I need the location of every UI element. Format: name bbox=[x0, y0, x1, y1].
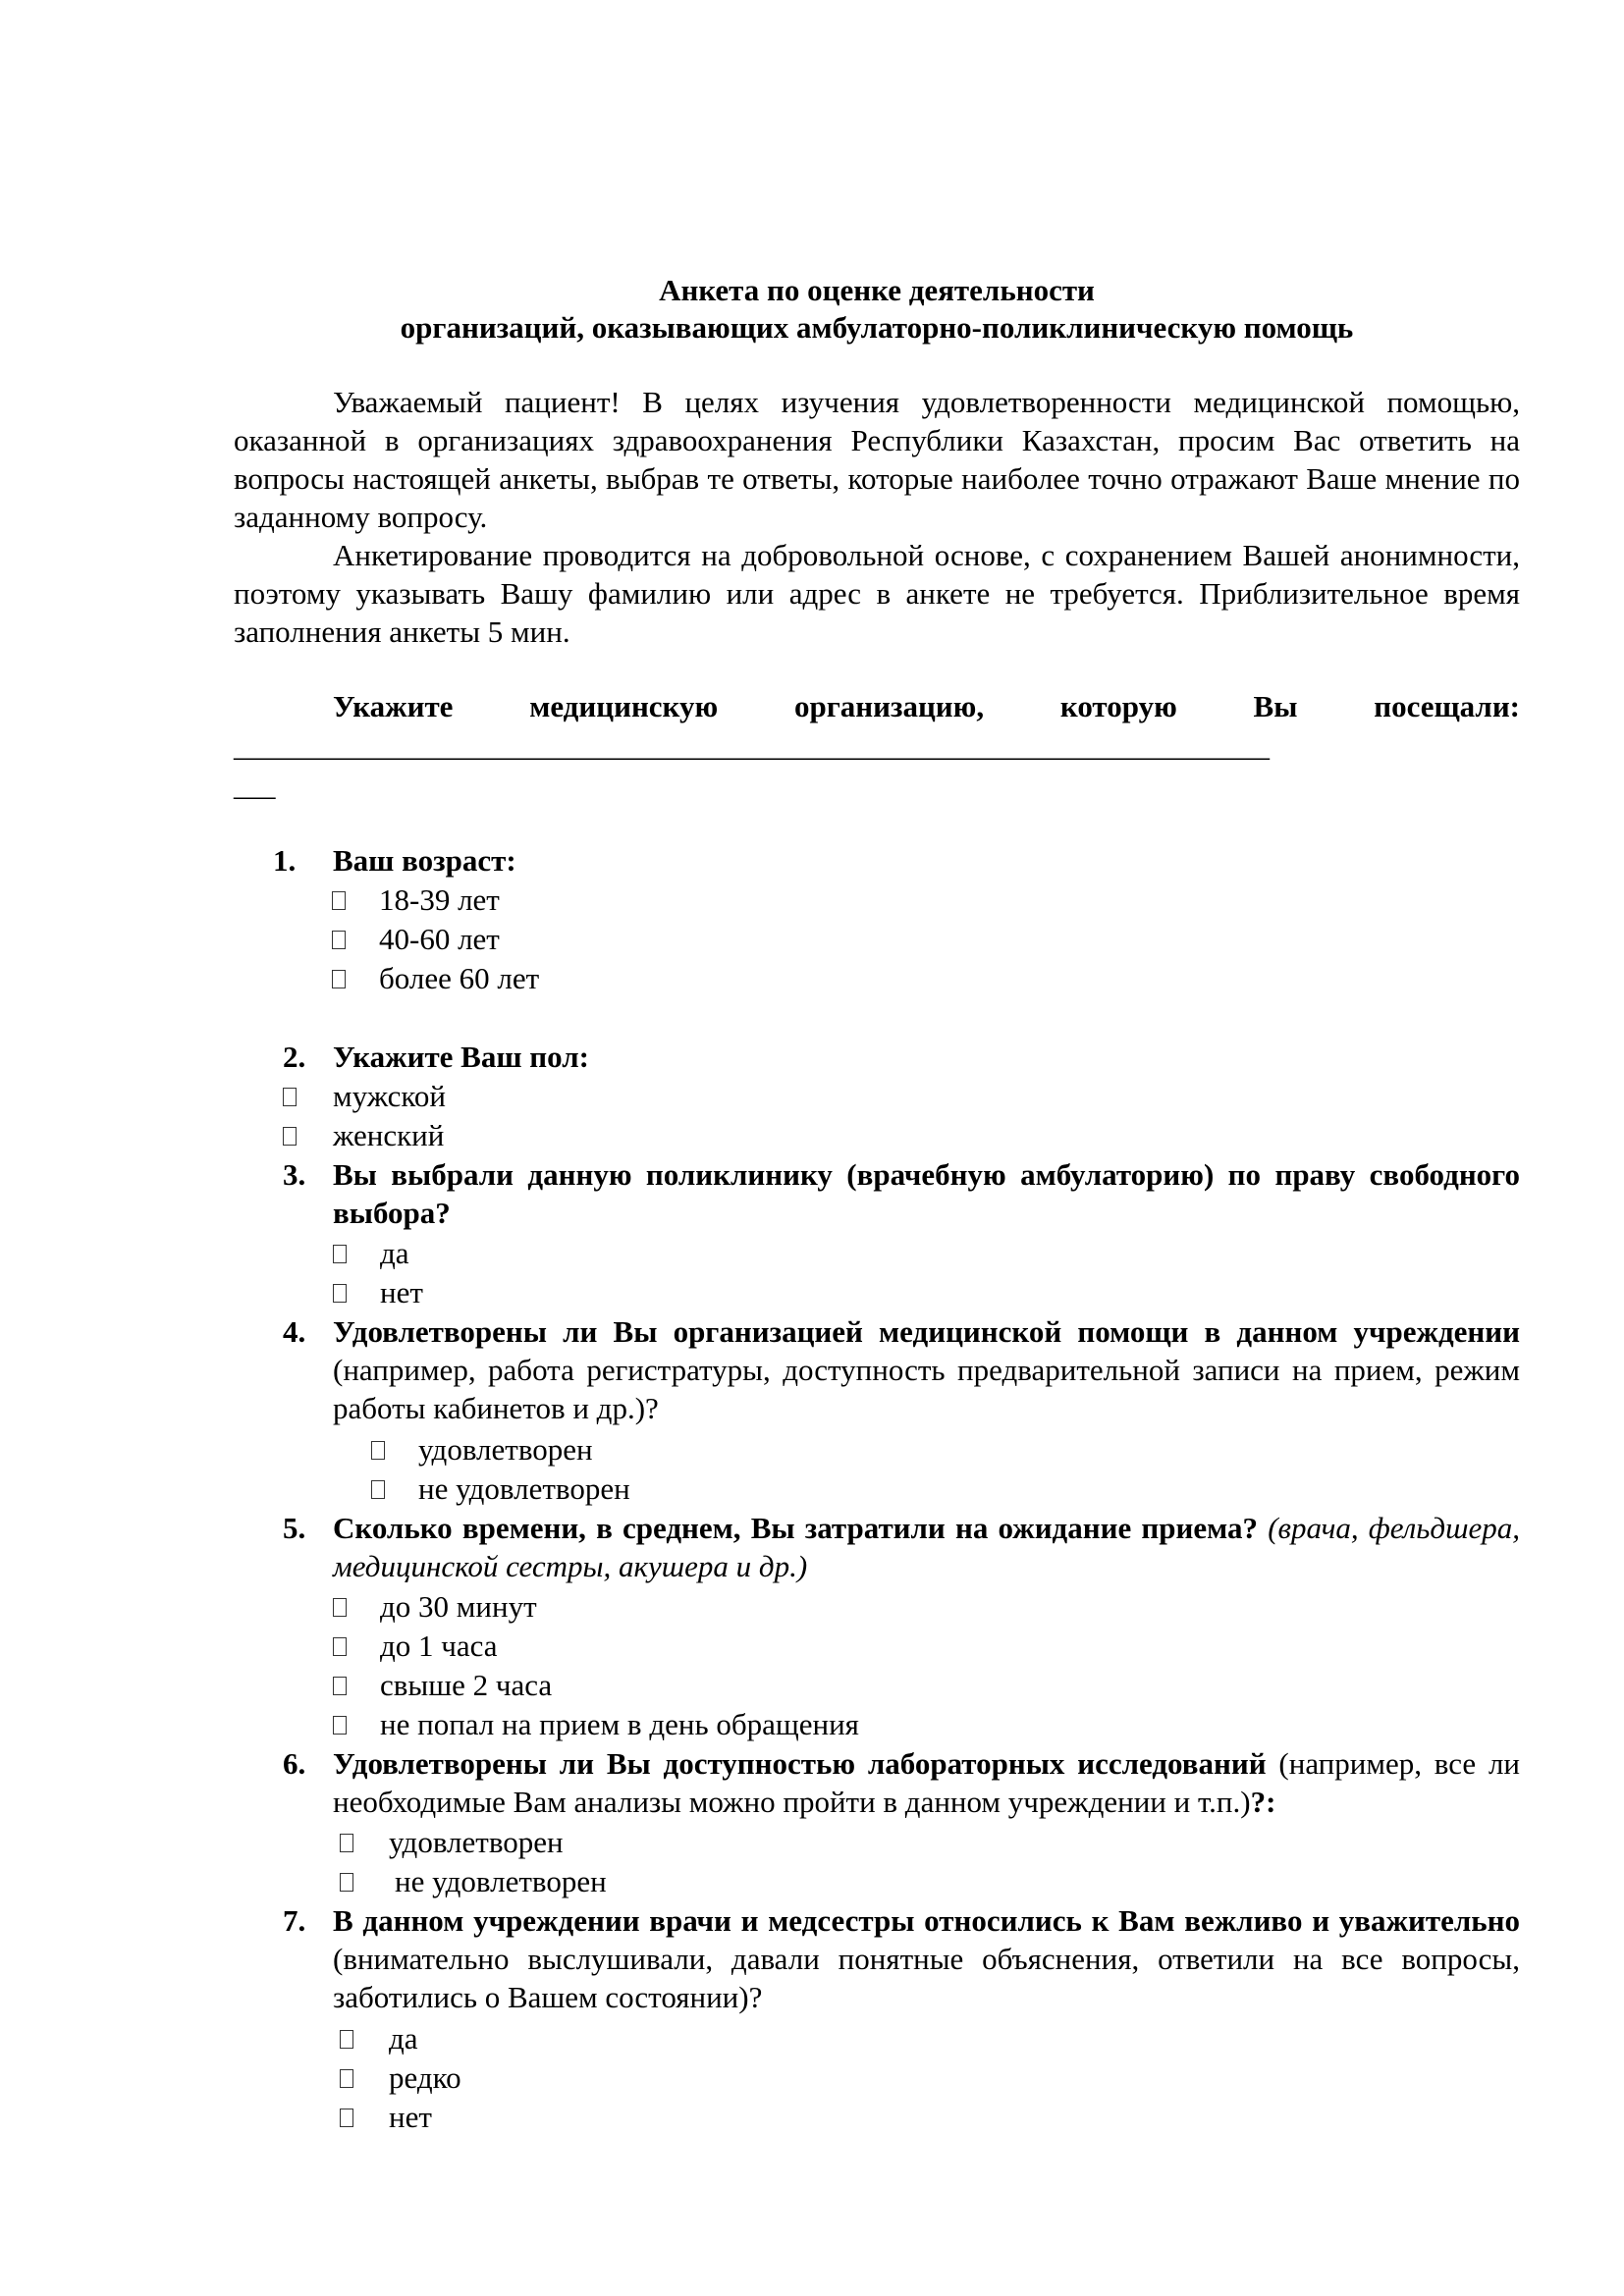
checkbox-icon[interactable] bbox=[340, 2030, 353, 2049]
option-yes[interactable] bbox=[340, 2019, 418, 2057]
question-text bbox=[333, 1744, 1520, 1821]
option-not-satisfied[interactable] bbox=[371, 1469, 630, 1508]
option-rarely[interactable] bbox=[340, 2058, 461, 2097]
option-male[interactable] bbox=[283, 1077, 446, 1115]
option-label: мужской bbox=[333, 1079, 446, 1113]
question-text-note: (например, работа регистратуры, доступность предварительной записи на прием, режим работы кабинетов и др.)? bbox=[333, 1353, 1520, 1425]
option-no[interactable] bbox=[333, 1273, 423, 1311]
organization-blank-line-continued[interactable]: ___ bbox=[234, 768, 274, 802]
checkbox-icon[interactable] bbox=[340, 1834, 353, 1852]
option-label: да bbox=[389, 2021, 418, 2056]
option-label: женский bbox=[333, 1118, 445, 1152]
option-label: 40-60 лет bbox=[379, 922, 500, 956]
option-satisfied[interactable] bbox=[340, 1823, 564, 1861]
checkbox-icon[interactable] bbox=[332, 931, 346, 949]
checkbox-icon[interactable] bbox=[333, 1637, 347, 1656]
option-label: редко bbox=[389, 2060, 461, 2095]
option-up-to-30-min[interactable] bbox=[333, 1587, 537, 1626]
question-text bbox=[333, 1312, 1520, 1427]
question-number: 1. bbox=[273, 843, 297, 878]
checkbox-icon[interactable] bbox=[340, 2109, 353, 2127]
checkbox-icon[interactable] bbox=[333, 1716, 347, 1735]
question-text: Вы выбрали данную поликлинику (врачебную амбулаторию) по праву свободного выбора? bbox=[333, 1157, 1520, 1230]
question-text-bold: Сколько времени, в среднем, Вы затратили на ожидание приема? bbox=[333, 1511, 1259, 1545]
question-text: Укажите Ваш пол: bbox=[333, 1040, 589, 1074]
question-text-note: (внимательно выслушивали, давали понятные объяснения, ответили на все вопросы, заботились о Вашем состоянии)? bbox=[333, 1942, 1520, 2014]
question-text-bold: Удовлетворены ли Вы организацией медицинской помощи в данном учреждении bbox=[333, 1314, 1520, 1349]
option-40-60[interactable] bbox=[332, 920, 500, 958]
option-label: до 1 часа bbox=[380, 1629, 498, 1663]
option-female[interactable] bbox=[283, 1116, 445, 1154]
question-number: 4. bbox=[283, 1314, 306, 1349]
question-number: 6. bbox=[283, 1746, 306, 1781]
option-label: да bbox=[380, 1236, 409, 1270]
question-text-note: (врача, фельдшера, медицинской сестры, акушера и др.) bbox=[333, 1511, 1520, 1583]
question-text bbox=[333, 1509, 1520, 1585]
option-18-39[interactable] bbox=[332, 881, 500, 919]
document-title-line-1: Анкета по оценке деятельности bbox=[659, 273, 1095, 307]
option-label: удовлетворен bbox=[389, 1825, 564, 1859]
intro-paragraph-1: Уважаемый пациент! В целях изучения удовлетворенности медицинской помощью, оказанной в организациях здравоохранения Республики Казахстан, просим Вас ответить на вопросы настоящей анкеты, выбрав те ответы, которые наиболее точно отражают Ваше мнение по заданному вопросу. bbox=[234, 385, 1520, 534]
question-text bbox=[333, 1901, 1520, 2016]
intro-paragraph-2: Анкетирование проводится на добровольной основе, с сохранением Вашей анонимности, поэтому указывать Вашу фамилию или адрес в анкете не требуется. Приблизительное время заполнения анкеты 5 мин. bbox=[234, 538, 1520, 649]
option-yes[interactable] bbox=[333, 1234, 409, 1272]
option-label: не попал на прием в день обращения bbox=[380, 1707, 859, 1741]
checkbox-icon[interactable] bbox=[332, 970, 346, 988]
checkbox-icon[interactable] bbox=[340, 2069, 353, 2088]
option-not-seen-same-day[interactable] bbox=[333, 1705, 859, 1743]
option-label: до 30 минут bbox=[380, 1589, 537, 1624]
document-title-line-2: организаций, оказывающих амбулаторно-поликлиническую помощь bbox=[400, 310, 1354, 345]
option-over-2-hours[interactable] bbox=[333, 1666, 553, 1704]
checkbox-icon[interactable] bbox=[333, 1598, 347, 1617]
option-label: нет bbox=[389, 2100, 432, 2134]
question-number: 7. bbox=[283, 1903, 306, 1938]
question-number: 5. bbox=[283, 1511, 306, 1545]
question-text-note: (например, все ли необходимые Вам анализы можно пройти в данном учреждении и т.п.) bbox=[333, 1746, 1521, 1819]
option-label: нет bbox=[380, 1275, 423, 1309]
checkbox-icon[interactable] bbox=[340, 1873, 353, 1892]
checkbox-icon[interactable] bbox=[283, 1088, 297, 1106]
checkbox-icon[interactable] bbox=[332, 891, 346, 910]
checkbox-icon[interactable] bbox=[371, 1480, 385, 1499]
organization-prompt: Укажите медицинскую организацию, которую Вы посещали: bbox=[333, 689, 1520, 723]
question-text-bold: Удовлетворены ли Вы доступностью лабораторных исследований bbox=[333, 1746, 1267, 1781]
option-label: не удовлетворен bbox=[395, 1864, 607, 1898]
option-label: удовлетворен bbox=[418, 1432, 593, 1467]
option-label: более 60 лет bbox=[379, 961, 540, 995]
checkbox-icon[interactable] bbox=[333, 1677, 347, 1695]
question-text: Ваш возраст: bbox=[333, 843, 516, 878]
question-number: 2. bbox=[283, 1040, 306, 1074]
question-text-bold: В данном учреждении врачи и медсестры относились к Вам вежливо и уважительно bbox=[333, 1903, 1520, 1938]
checkbox-icon[interactable] bbox=[333, 1245, 347, 1263]
option-up-to-1-hour[interactable] bbox=[333, 1627, 498, 1665]
checkbox-icon[interactable] bbox=[283, 1127, 297, 1146]
option-label: не удовлетворен bbox=[418, 1471, 630, 1506]
option-label: 18-39 лет bbox=[379, 882, 500, 917]
option-no[interactable] bbox=[340, 2098, 432, 2136]
question-text-suffix: ?: bbox=[1250, 1785, 1276, 1819]
option-over-60[interactable] bbox=[332, 959, 540, 997]
option-not-satisfied[interactable] bbox=[340, 1862, 607, 1900]
option-satisfied[interactable] bbox=[371, 1430, 593, 1468]
organization-blank-line[interactable]: ______________________________________________________________________________ bbox=[234, 728, 1268, 763]
question-number: 3. bbox=[283, 1157, 306, 1192]
checkbox-icon[interactable] bbox=[333, 1284, 347, 1303]
checkbox-icon[interactable] bbox=[371, 1441, 385, 1460]
option-label: свыше 2 часа bbox=[380, 1668, 553, 1702]
